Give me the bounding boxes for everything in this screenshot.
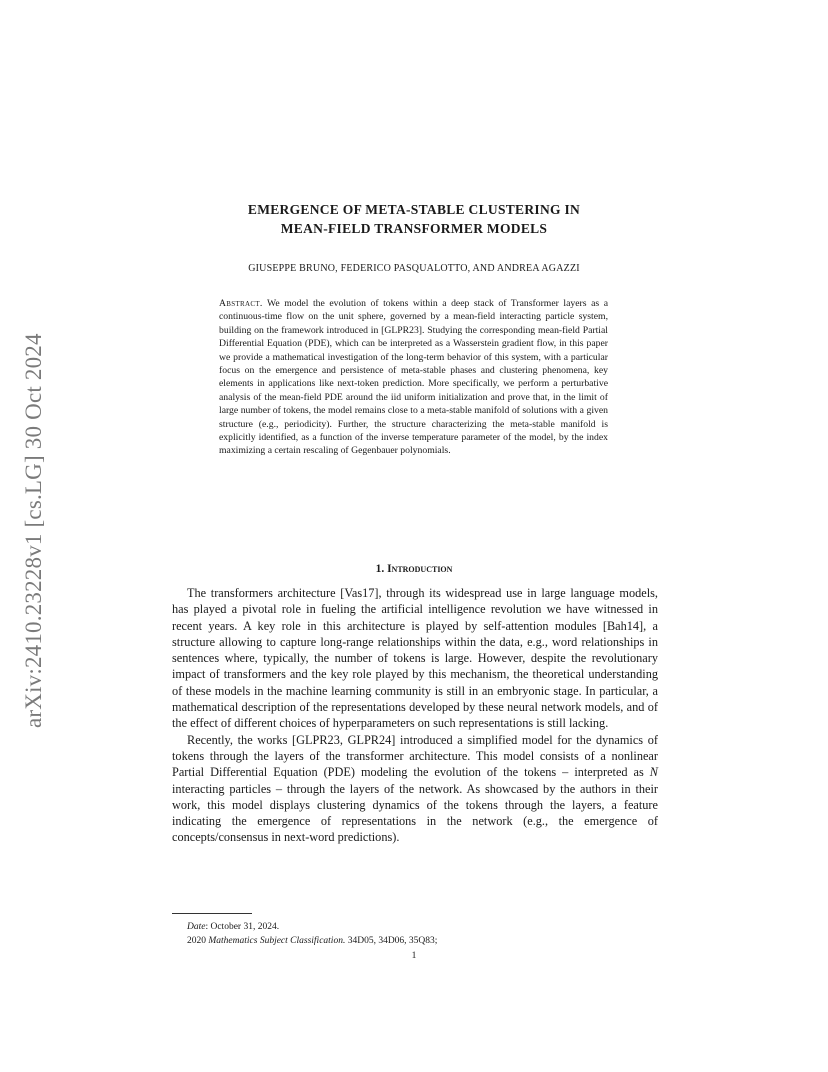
arxiv-sidebar-stamp	[14, 288, 54, 728]
msc-label: Mathematics Subject Classification.	[208, 935, 346, 946]
paper-title	[170, 200, 658, 238]
paragraph-2-part-1: Recently, the works [GLPR23, GLPR24] introduced a simplified model for the dynamics of tokens through the layers of the transformer architecture. This model consists of a nonlinear Partial Differential Equation (PDE) modeling the evolution of the tokens – interpreted as	[172, 732, 658, 780]
section-body	[172, 585, 658, 846]
footnote-date	[187, 921, 657, 935]
footnote-msc	[187, 935, 657, 949]
section-number: 1.	[375, 563, 385, 575]
paragraph-2-part-2: interacting particles – through the layers of the network. As showcased by the authors in their work, this model displays clustering dynamics of the tokens through the layers, a feature indicating the emergence of representations in the network (e.g., the emergence of concepts/consensus in next-word predictions).	[172, 781, 658, 845]
footnote-divider	[172, 913, 252, 914]
section-title: Introduction	[387, 563, 453, 575]
abstract-label: Abstract.	[219, 298, 263, 309]
date-value: : October 31, 2024.	[205, 922, 280, 932]
page-number: 1	[411, 951, 417, 961]
msc-prefix: 2020	[187, 935, 209, 946]
author-list: GIUSEPPE BRUNO, FEDERICO PASQUALOTTO, AND ANDREA AGAZZI	[248, 263, 580, 274]
date-label: Date	[187, 922, 206, 932]
msc-value: 34D05, 34D06, 35Q83;	[345, 935, 438, 946]
title-line-1: EMERGENCE OF META-STABLE CLUSTERING IN	[247, 202, 581, 217]
paragraph-2	[172, 732, 658, 846]
abstract	[219, 297, 608, 458]
abstract-text: We model the evolution of tokens within a deep stack of Transformer layers as a continuous-time flow on the unit sphere, governed by a mean-field interacting particle system, building on the framework introduced in [GLPR23]. Studying the corresponding mean-field Partial Differential Equation (PDE), which can be interpreted as a Wasserstein gradient flow, in this paper we provide a mathematical investigation of the long-term behavior of this system, with a particular focus on the emergence and persistence of meta-stable phases and clustering phenomena, key elements in applications like next-token prediction. More specifically, we perform a perturbative analysis of the mean-field PDE around the iid uniform initialization and prove that, in the limit of large number of tokens, the model remains close to a meta-stable manifold of solutions with a given structure (e.g., periodicity). Further, the structure characterizing the meta-stable manifold is explicitly identified, as a function of the inverse temperature parameter of the model, by the index maximizing a certain rescaling of Gegenbauer polynomials.	[219, 298, 609, 457]
arxiv-identifier: arXiv:2410.23228v1 [cs.LG] 30 Oct 2024	[21, 333, 46, 728]
paragraph-1: The transformers architecture [Vas17], through its widespread use in large language models, has played a pivotal role in fueling the artificial intelligence revolution we have witnessed in recent years. A key role in this architecture is played by self-attention modules [Bah14], a structure allowing to capture long-range relationships within the data, e.g., word relationships in sentences where, typically, the number of tokens is large. However, despite the revolutionary impact of transformers and the key role played by this mechanism, the theoretical understanding of these models in the machine learning community is still in an embryonic stage. In particular, a mathematical description of the representations developed by these neural network models, and of the effect of different choices of hyperparameters on such representations is still lacking.	[172, 586, 658, 731]
math-variable-n: N	[649, 765, 658, 780]
section-heading	[170, 563, 658, 575]
title-line-2: MEAN-FIELD TRANSFORMER MODELS	[280, 221, 548, 236]
footnotes	[187, 921, 657, 948]
